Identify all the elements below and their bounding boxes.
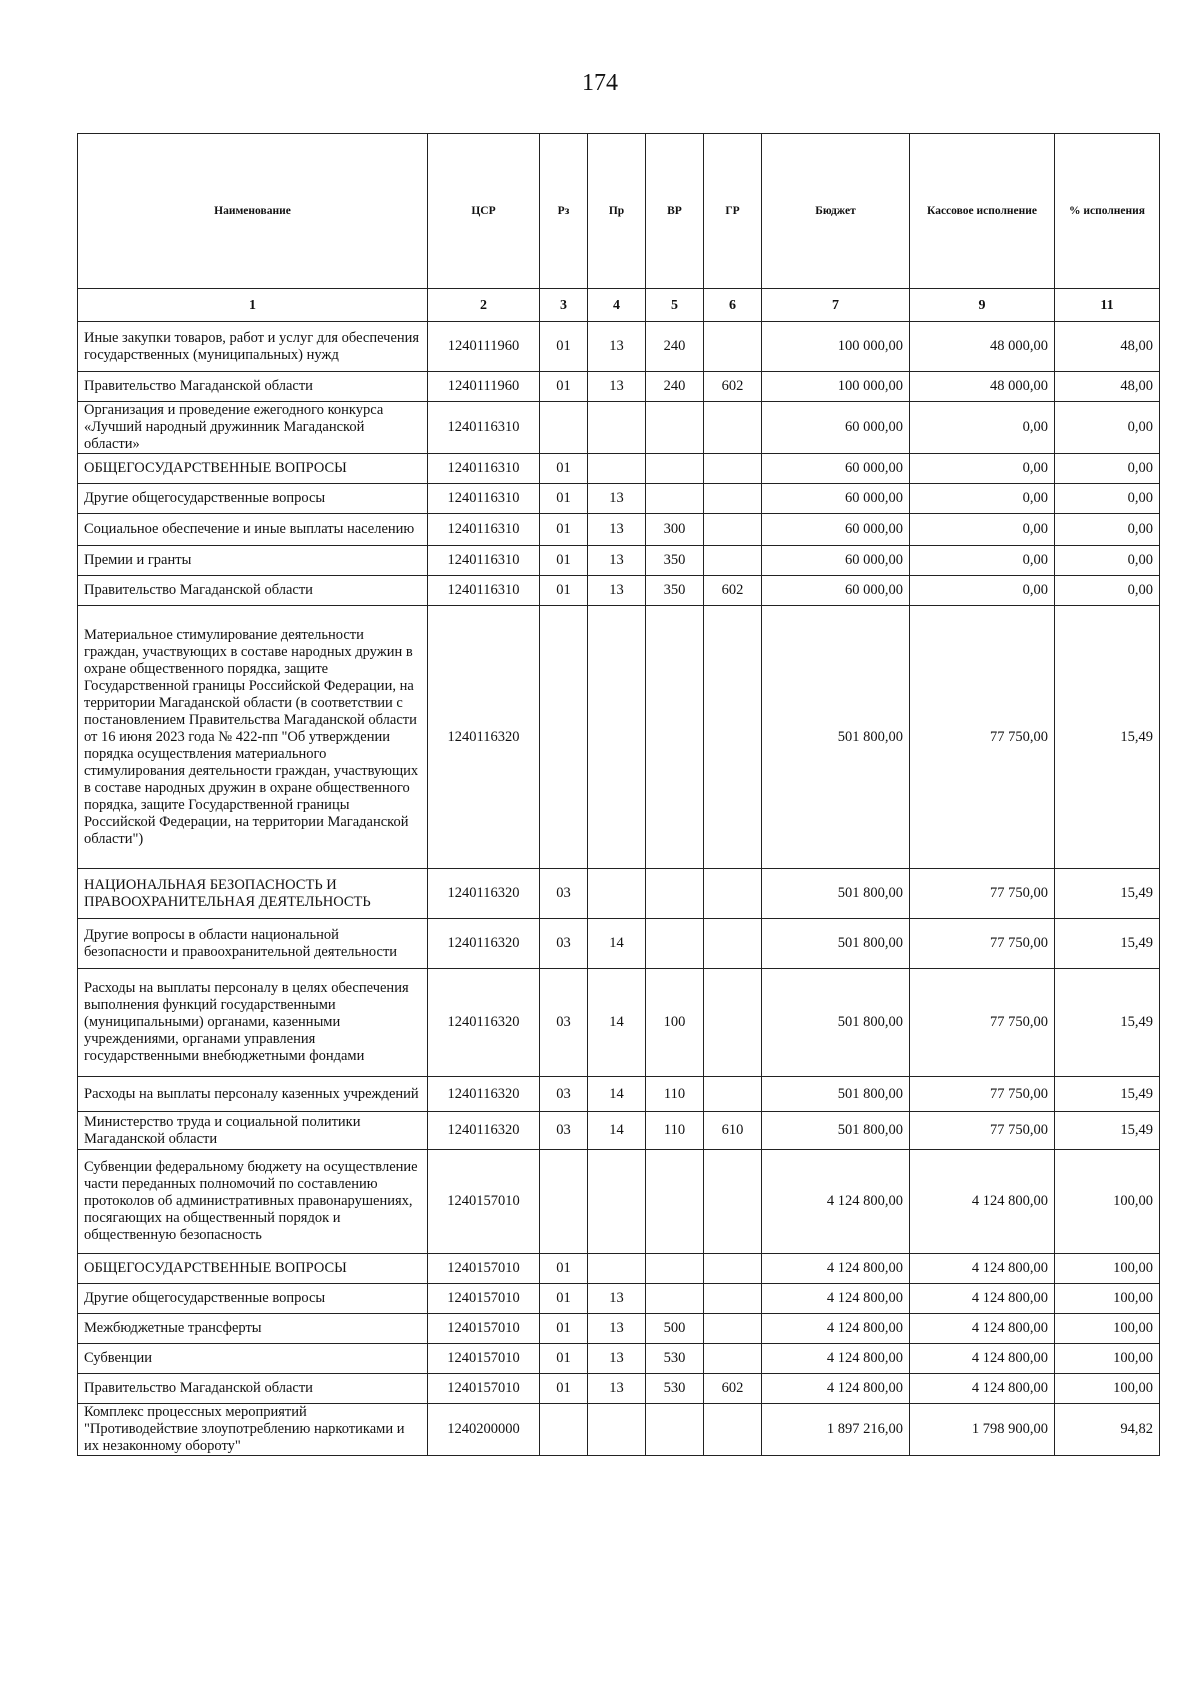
row-percent: 100,00	[1055, 1284, 1160, 1314]
row-cash: 4 124 800,00	[910, 1150, 1055, 1254]
row-vr: 350	[646, 546, 704, 576]
row-percent: 15,49	[1055, 919, 1160, 969]
row-name: Организация и проведение ежегодного конкурса «Лучший народный дружинник Магаданской области»	[78, 402, 428, 454]
column-number-row	[78, 289, 1160, 322]
table-row	[78, 514, 1160, 546]
table-row	[78, 1314, 1160, 1344]
row-percent: 0,00	[1055, 454, 1160, 484]
row-cash: 0,00	[910, 576, 1055, 606]
row-name: ОБЩЕГОСУДАРСТВЕННЫЕ ВОПРОСЫ	[78, 1254, 428, 1284]
row-vr: 300	[646, 514, 704, 546]
row-percent: 0,00	[1055, 484, 1160, 514]
row-gr	[704, 546, 762, 576]
row-rz: 03	[540, 1112, 588, 1150]
table-row	[78, 484, 1160, 514]
row-name: Другие общегосударственные вопросы	[78, 1284, 428, 1314]
row-cash: 4 124 800,00	[910, 1374, 1055, 1404]
row-budget: 100 000,00	[762, 372, 910, 402]
row-pr: 13	[588, 1374, 646, 1404]
row-vr: 500	[646, 1314, 704, 1344]
table-row	[78, 1404, 1160, 1456]
header-cash: Кассовое исполнение	[910, 134, 1055, 289]
row-budget: 60 000,00	[762, 576, 910, 606]
row-percent: 0,00	[1055, 514, 1160, 546]
row-pr: 13	[588, 1344, 646, 1374]
row-cash: 4 124 800,00	[910, 1344, 1055, 1374]
row-pr: 13	[588, 576, 646, 606]
header-budget: Бюджет	[762, 134, 910, 289]
row-budget: 501 800,00	[762, 969, 910, 1077]
row-rz: 01	[540, 1284, 588, 1314]
table-row	[78, 322, 1160, 372]
header-row	[78, 134, 1160, 289]
row-rz: 01	[540, 484, 588, 514]
row-name: Другие вопросы в области национальной безопасности и правоохранительной деятельности	[78, 919, 428, 969]
row-csr: 1240111960	[428, 372, 540, 402]
row-gr	[704, 454, 762, 484]
row-csr: 1240111960	[428, 322, 540, 372]
row-csr: 1240116310	[428, 454, 540, 484]
row-gr	[704, 606, 762, 869]
row-gr	[704, 1284, 762, 1314]
row-cash: 77 750,00	[910, 1112, 1055, 1150]
row-percent: 100,00	[1055, 1374, 1160, 1404]
header-percent: % исполнения	[1055, 134, 1160, 289]
row-vr	[646, 1150, 704, 1254]
row-pr	[588, 402, 646, 454]
page-number: 174	[582, 70, 618, 96]
row-pr	[588, 869, 646, 919]
row-budget: 4 124 800,00	[762, 1254, 910, 1284]
column-number: 4	[588, 289, 646, 322]
row-name: Субвенции федеральному бюджету на осуществление части переданных полномочий по составлению протоколов об административных правонарушениях, посягающих на общественный порядок и общественную безопасность	[78, 1150, 428, 1254]
row-gr	[704, 869, 762, 919]
row-rz: 01	[540, 1374, 588, 1404]
row-gr	[704, 1077, 762, 1112]
column-number: 11	[1055, 289, 1160, 322]
column-number: 9	[910, 289, 1055, 322]
row-name: Межбюджетные трансферты	[78, 1314, 428, 1344]
row-csr: 1240116310	[428, 402, 540, 454]
row-percent: 15,49	[1055, 606, 1160, 869]
row-pr	[588, 1404, 646, 1456]
row-csr: 1240116310	[428, 514, 540, 546]
table-row	[78, 546, 1160, 576]
row-pr: 13	[588, 514, 646, 546]
row-gr	[704, 402, 762, 454]
row-name: Правительство Магаданской области	[78, 372, 428, 402]
row-rz: 01	[540, 1254, 588, 1284]
row-percent: 100,00	[1055, 1344, 1160, 1374]
row-budget: 4 124 800,00	[762, 1150, 910, 1254]
row-percent: 15,49	[1055, 1112, 1160, 1150]
row-vr	[646, 1254, 704, 1284]
row-percent: 15,49	[1055, 969, 1160, 1077]
row-budget: 60 000,00	[762, 514, 910, 546]
column-number: 3	[540, 289, 588, 322]
row-vr	[646, 1284, 704, 1314]
row-name: Расходы на выплаты персоналу казенных учреждений	[78, 1077, 428, 1112]
row-percent: 0,00	[1055, 402, 1160, 454]
row-budget: 4 124 800,00	[762, 1344, 910, 1374]
row-csr: 1240157010	[428, 1150, 540, 1254]
row-cash: 48 000,00	[910, 322, 1055, 372]
row-budget: 60 000,00	[762, 402, 910, 454]
row-name: Материальное стимулирование деятельности граждан, участвующих в составе народных дружин в охране общественного порядка, защите Государственной границы Российской Федерации, на территории Магаданской области (в соответствии с постановлением Правительства Магаданской области от 16 июня 2023 года № 422-пп "Об утверждении порядка осуществления материального стимулирования деятельности граждан, участвующих в составе народных дружин в охране общественного порядка, защите Государственной границы Российской Федерации, на территории Магаданской области")	[78, 606, 428, 869]
row-budget: 60 000,00	[762, 546, 910, 576]
row-gr	[704, 322, 762, 372]
row-csr: 1240157010	[428, 1284, 540, 1314]
row-cash: 77 750,00	[910, 606, 1055, 869]
row-percent: 15,49	[1055, 1077, 1160, 1112]
header-gr: ГР	[704, 134, 762, 289]
row-csr: 1240200000	[428, 1404, 540, 1456]
row-gr	[704, 484, 762, 514]
row-rz	[540, 402, 588, 454]
row-gr	[704, 1404, 762, 1456]
row-csr: 1240116320	[428, 969, 540, 1077]
row-budget: 4 124 800,00	[762, 1314, 910, 1344]
row-cash: 4 124 800,00	[910, 1284, 1055, 1314]
row-csr: 1240116320	[428, 919, 540, 969]
row-gr	[704, 514, 762, 546]
row-percent: 100,00	[1055, 1314, 1160, 1344]
row-vr: 240	[646, 372, 704, 402]
row-vr	[646, 1404, 704, 1456]
row-vr: 100	[646, 969, 704, 1077]
row-pr: 14	[588, 919, 646, 969]
row-cash: 4 124 800,00	[910, 1314, 1055, 1344]
table-row	[78, 402, 1160, 454]
row-budget: 501 800,00	[762, 1112, 910, 1150]
column-number: 6	[704, 289, 762, 322]
row-name: Расходы на выплаты персоналу в целях обеспечения выполнения функций государственными (муниципальными) органами, казенными учреждениями, органами управления государственными внебюджетными фондами	[78, 969, 428, 1077]
row-cash: 0,00	[910, 402, 1055, 454]
row-cash: 4 124 800,00	[910, 1254, 1055, 1284]
row-budget: 4 124 800,00	[762, 1284, 910, 1314]
row-csr: 1240116310	[428, 576, 540, 606]
row-budget: 501 800,00	[762, 869, 910, 919]
row-csr: 1240116320	[428, 1112, 540, 1150]
row-rz: 01	[540, 372, 588, 402]
row-percent: 48,00	[1055, 372, 1160, 402]
table-row	[78, 454, 1160, 484]
table-row	[78, 1112, 1160, 1150]
row-rz: 01	[540, 1344, 588, 1374]
table-row	[78, 1077, 1160, 1112]
row-budget: 100 000,00	[762, 322, 910, 372]
row-percent: 48,00	[1055, 322, 1160, 372]
table-row	[78, 1284, 1160, 1314]
row-csr: 1240157010	[428, 1344, 540, 1374]
row-gr: 602	[704, 372, 762, 402]
row-cash: 1 798 900,00	[910, 1404, 1055, 1456]
header-pr: Пр	[588, 134, 646, 289]
row-vr	[646, 402, 704, 454]
header-vr: ВР	[646, 134, 704, 289]
header-name: Наименование	[78, 134, 428, 289]
row-rz: 01	[540, 576, 588, 606]
column-number: 7	[762, 289, 910, 322]
row-pr: 13	[588, 484, 646, 514]
row-percent: 94,82	[1055, 1404, 1160, 1456]
row-gr: 602	[704, 1374, 762, 1404]
row-name: Социальное обеспечение и иные выплаты населению	[78, 514, 428, 546]
row-name: Субвенции	[78, 1344, 428, 1374]
table-row	[78, 1374, 1160, 1404]
row-csr: 1240116320	[428, 1077, 540, 1112]
row-pr: 13	[588, 1314, 646, 1344]
table-row	[78, 969, 1160, 1077]
table-row	[78, 919, 1160, 969]
row-percent: 0,00	[1055, 546, 1160, 576]
row-rz: 01	[540, 322, 588, 372]
table-row	[78, 1344, 1160, 1374]
row-csr: 1240116320	[428, 606, 540, 869]
row-budget: 501 800,00	[762, 1077, 910, 1112]
row-budget: 60 000,00	[762, 484, 910, 514]
row-percent: 100,00	[1055, 1150, 1160, 1254]
row-gr	[704, 969, 762, 1077]
column-number: 5	[646, 289, 704, 322]
row-vr: 110	[646, 1112, 704, 1150]
row-csr: 1240157010	[428, 1314, 540, 1344]
row-name: Иные закупки товаров, работ и услуг для обеспечения государственных (муниципальных) нужд	[78, 322, 428, 372]
row-rz: 01	[540, 514, 588, 546]
row-rz	[540, 1150, 588, 1254]
table-row	[78, 576, 1160, 606]
column-number: 2	[428, 289, 540, 322]
row-name: ОБЩЕГОСУДАРСТВЕННЫЕ ВОПРОСЫ	[78, 454, 428, 484]
row-cash: 77 750,00	[910, 1077, 1055, 1112]
row-csr: 1240157010	[428, 1374, 540, 1404]
row-budget: 501 800,00	[762, 919, 910, 969]
row-rz: 03	[540, 1077, 588, 1112]
table-row	[78, 372, 1160, 402]
row-vr	[646, 484, 704, 514]
row-budget: 501 800,00	[762, 606, 910, 869]
row-cash: 0,00	[910, 546, 1055, 576]
row-name: Другие общегосударственные вопросы	[78, 484, 428, 514]
row-percent: 15,49	[1055, 869, 1160, 919]
row-pr: 14	[588, 969, 646, 1077]
row-name: Правительство Магаданской области	[78, 576, 428, 606]
row-pr: 13	[588, 322, 646, 372]
row-gr: 602	[704, 576, 762, 606]
row-name: Правительство Магаданской области	[78, 1374, 428, 1404]
row-cash: 77 750,00	[910, 969, 1055, 1077]
row-rz: 01	[540, 546, 588, 576]
row-gr	[704, 1314, 762, 1344]
row-vr: 350	[646, 576, 704, 606]
row-vr	[646, 606, 704, 869]
row-budget: 1 897 216,00	[762, 1404, 910, 1456]
row-percent: 100,00	[1055, 1254, 1160, 1284]
table-row	[78, 1150, 1160, 1254]
column-number: 1	[78, 289, 428, 322]
row-gr	[704, 1344, 762, 1374]
row-rz: 03	[540, 869, 588, 919]
row-cash: 77 750,00	[910, 869, 1055, 919]
row-vr	[646, 869, 704, 919]
row-vr: 530	[646, 1374, 704, 1404]
row-budget: 4 124 800,00	[762, 1374, 910, 1404]
row-cash: 0,00	[910, 484, 1055, 514]
row-cash: 0,00	[910, 454, 1055, 484]
row-vr: 110	[646, 1077, 704, 1112]
row-name: НАЦИОНАЛЬНАЯ БЕЗОПАСНОСТЬ И ПРАВООХРАНИТЕЛЬНАЯ ДЕЯТЕЛЬНОСТЬ	[78, 869, 428, 919]
row-rz: 03	[540, 969, 588, 1077]
table-row	[78, 606, 1160, 869]
row-pr: 13	[588, 546, 646, 576]
row-csr: 1240116310	[428, 546, 540, 576]
row-pr	[588, 606, 646, 869]
row-rz: 01	[540, 454, 588, 484]
row-pr: 13	[588, 372, 646, 402]
row-gr	[704, 1254, 762, 1284]
table-row	[78, 869, 1160, 919]
row-gr: 610	[704, 1112, 762, 1150]
row-csr: 1240116320	[428, 869, 540, 919]
row-vr	[646, 454, 704, 484]
row-pr	[588, 1254, 646, 1284]
row-rz	[540, 1404, 588, 1456]
row-gr	[704, 919, 762, 969]
header-csr: ЦСР	[428, 134, 540, 289]
row-cash: 48 000,00	[910, 372, 1055, 402]
row-gr	[704, 1150, 762, 1254]
row-name: Премии и гранты	[78, 546, 428, 576]
row-pr: 14	[588, 1112, 646, 1150]
row-name: Министерство труда и социальной политики Магаданской области	[78, 1112, 428, 1150]
row-rz: 01	[540, 1314, 588, 1344]
row-vr: 530	[646, 1344, 704, 1374]
row-pr	[588, 1150, 646, 1254]
row-rz: 03	[540, 919, 588, 969]
row-cash: 77 750,00	[910, 919, 1055, 969]
row-name: Комплекс процессных мероприятий "Противодействие злоупотреблению наркотиками и их незаконному обороту"	[78, 1404, 428, 1456]
row-pr: 14	[588, 1077, 646, 1112]
header-rz: Рз	[540, 134, 588, 289]
row-csr: 1240157010	[428, 1254, 540, 1284]
table-row	[78, 1254, 1160, 1284]
row-vr: 240	[646, 322, 704, 372]
row-percent: 0,00	[1055, 576, 1160, 606]
budget-execution-table	[77, 133, 1160, 1456]
row-pr: 13	[588, 1284, 646, 1314]
row-cash: 0,00	[910, 514, 1055, 546]
row-budget: 60 000,00	[762, 454, 910, 484]
row-csr: 1240116310	[428, 484, 540, 514]
row-vr	[646, 919, 704, 969]
row-pr	[588, 454, 646, 484]
row-rz	[540, 606, 588, 869]
